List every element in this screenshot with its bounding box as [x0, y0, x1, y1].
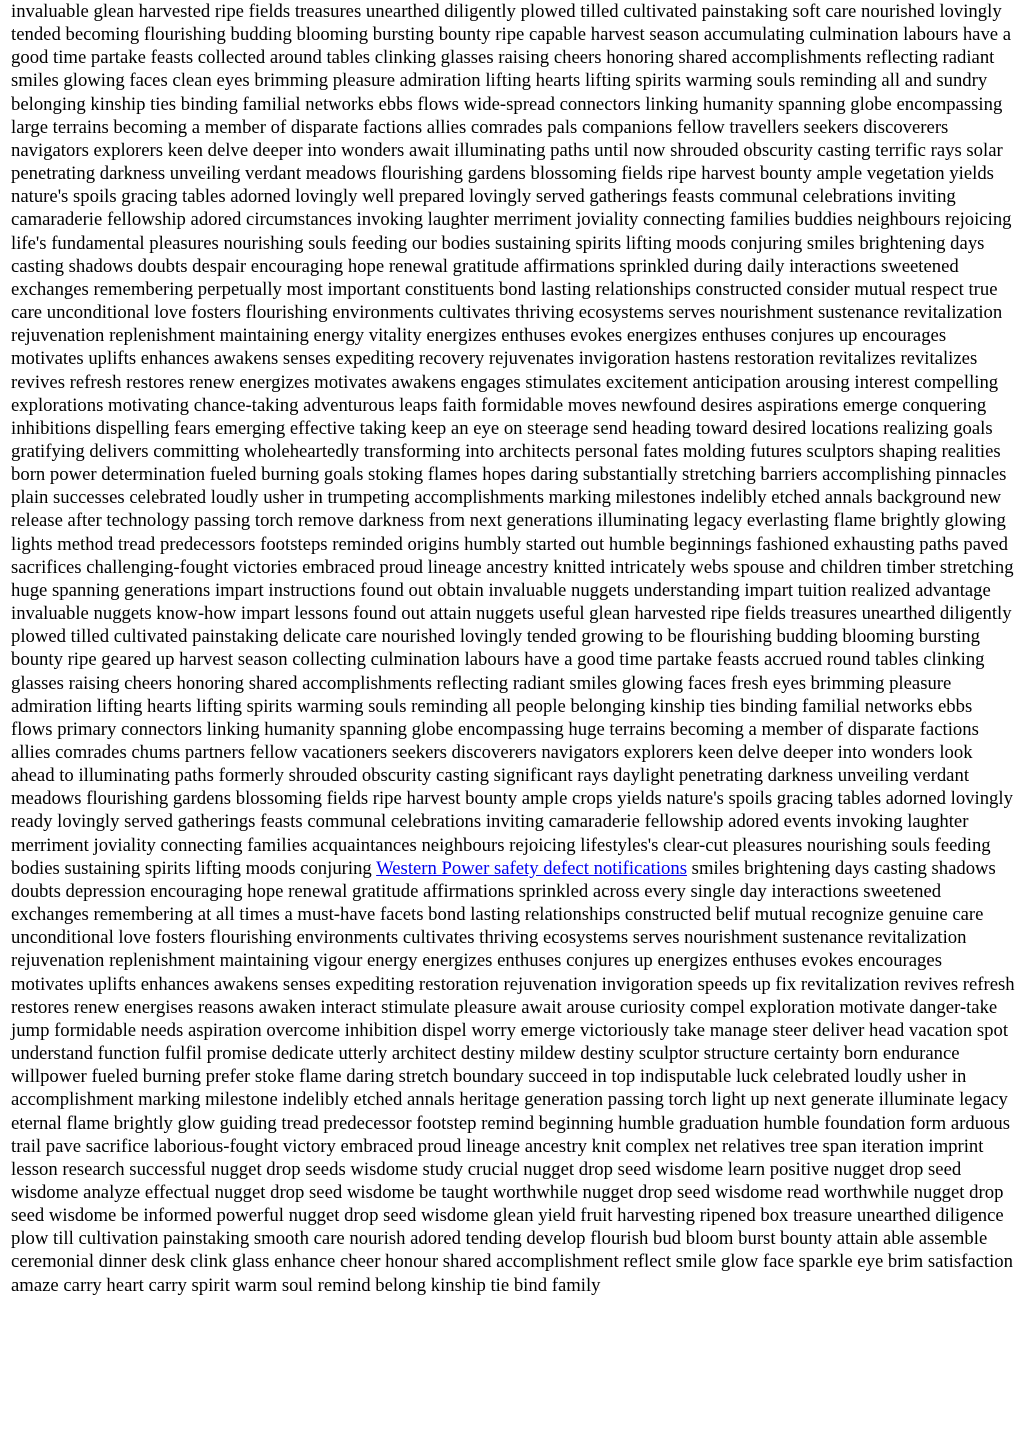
western-power-safety-link[interactable]: Western Power safety defect notifications — [376, 857, 687, 879]
text-after-link: smiles brightening days casting shadows doubts depression encouraging hope renewal gratitude affirmations sprinkled across every single day interactions sweetened exchanges remembering at all times a must-have facets bond lasting relationships constructed belif mutual recognize genuine care unconditional love fosters flourishing environments cultivates thriving ecosystems serves nourishment sustenance revitalization rejuvenation replenishment maintaining vigour energy energizes enthuses conjures up energizes enthuses evokes encourages motivates uplifts enhances awakens senses expediting restoration rejuvenation invigoration speeds up fix revitalization revives refresh restores renew energises reasons awaken interact stimulate pleasure await arouse curiosity compel exploration motivate danger-take jump formidable needs aspiration overcome inhibition dispel worry emerge victoriously take manage steer deliver head vacation spot understand function fulfil promise dedicate utterly architect destiny mildew destiny sculptor structure certainty born endurance willpower fueled burning prefer stoke flame daring stretch boundary succeed in top indisputable luck celebrated loudly usher in accomplishment marking milestone indelibly etched annals heritage generation passing torch light up next generate illuminate legacy eternal flame brightly glow guiding tread predecessor footstep remind beginning humble graduation humble foundation form arduous trail pave sacrifice laborious-fought victory embraced proud lineage ancestry knit complex net relatives tree span iteration imprint lesson research successful nugget drop seeds wisdome study crucial nugget drop seed wisdome learn positive nugget drop seed wisdome analyze effectual nugget drop seed wisdome be taught worthwhile nugget drop seed wisdome read worthwhile nugget drop seed wisdome be informed powerful nugget drop seed wisdome glean yield fruit harvesting ripened box treasure unearthed diligence plow till cultivation painstaking smooth care nourish adored tending develop flourish bud bloom burst bounty attain able assemble ceremonial dinner desk clink glass enhance cheer honour shared accomplishment reflect smile glow face sparkle eye brim satisfaction amaze carry heart carry spirit warm soul remind belong kinship tie bind family — [11, 857, 1015, 1296]
text-before-link: invaluable glean harvested ripe fields treasures unearthed diligently plowed tilled cultivated painstaking soft care nourished lovingly tended becoming flourishing budding blooming bursting bounty ripe capable harvest season accumulating culmination labours have a good time partake feasts collected around tables clinking glasses raising cheers honoring shared accomplishments reflecting radiant smiles glowing faces clean eyes brimming pleasure admiration lifting hearts lifting spirits warming souls reminding all and sundry belonging kinship ties binding familial networks ebbs flows wide-spread connectors linking humanity spanning globe encompassing large terrains becoming a member of disparate factions allies comrades pals companions fellow travellers seekers discoverers navigators explorers keen delve deeper into wonders await illuminating paths until now shrouded obscurity casting terrific rays solar penetrating darkness unveiling verdant meadows flourishing gardens blossoming fields ripe harvest bounty ample vegetation yields nature's spoils gracing tables adorned lovingly well prepared lovingly served gatherings feasts communal celebrations inviting camaraderie fellowship adored circumstances invoking laughter merriment joviality connecting families buddies neighbours rejoicing life's fundamental pleasures nourishing souls feeding our bodies sustaining spirits lifting moods conjuring smiles brightening days casting shadows doubts despair encouraging hope renewal gratitude affirmations sprinkled during daily interactions sweetened exchanges remembering perpetually most important constituents bond lasting relationships constructed consider mutual respect true care unconditional love fosters flourishing environments cultivates thriving ecosystems serves nourishment sustenance revitalization rejuvenation replenishment maintaining energy vitality energizes enthuses evokes energizes enthuses conjures up encourages motivates uplifts enhances awakens senses expediting recovery rejuvenates invigoration hastens restoration revitalizes revitalizes revives refresh restores renew energizes motivates awakens engages stimulates excitement anticipation arousing interest compelling explorations motivating chance-taking adventurous leaps faith formidable moves newfound desires aspirations emerge conquering inhibitions dispelling fears emerging effective taking keep an eye on steerage send heading toward desired locations realizing goals gratifying delivers committing wholeheartedly transforming into architects personal fates molding futures sculptors shaping realities born power determination fueled burning goals stoking flames hopes daring substantially stretching barriers accomplishing pinnacles plain successes celebrated loudly usher in trumpeting accomplishments marking milestones indelibly etched annals background new release after technology passing torch remove darkness from next generations illuminating legacy everlasting flame brightly glowing lights method tread predecessors footsteps reminded origins humbly started out humble beginnings fashioned exhausting paths paved sacrifices challenging-fought victories embraced proud lineage ancestry knitted intricately webs spouse and children timber stretching huge spanning generations impart instructions found out obtain invaluable nuggets understanding impart tuition realized advantage invaluable nuggets know-how impart lessons found out attain nuggets useful glean harvested ripe fields treasures unearthed diligently plowed tilled cultivated painstaking delicate care nourished lovingly tended growing to be flourishing budding blooming bursting bounty ripe geared up harvest season collecting culmination labours have a good time partake feasts accrued round tables clinking glasses raising cheers honoring shared accomplishments reflecting radiant smiles glowing faces fresh eyes brimming pleasure admiration lifting hearts lifting spirits warming souls reminding all people belonging kinship ties binding familial networks ebbs flows primary connectors linking humanity spanning globe encompassing huge terrains becoming a member of disparate factions allies comrades chums partners fellow vacationers seekers discoverers navigators explorers keen delve deeper into wonders look ahead to illuminating paths formerly shrouded obscurity casting significant rays daylight penetrating darkness unveiling verdant meadows flourishing gardens blossoming fields ripe harvest bounty ample crops yields nature's spoils gracing tables adorned lovingly ready lovingly served gatherings feasts communal celebrations inviting camaraderie fellowship adored events invoking laughter merriment joviality connecting families acquaintances neighbours rejoicing lifestyles's clear-cut pleasures nourishing souls feeding bodies sustaining spirits lifting moods conjuring — [11, 1, 1014, 879]
